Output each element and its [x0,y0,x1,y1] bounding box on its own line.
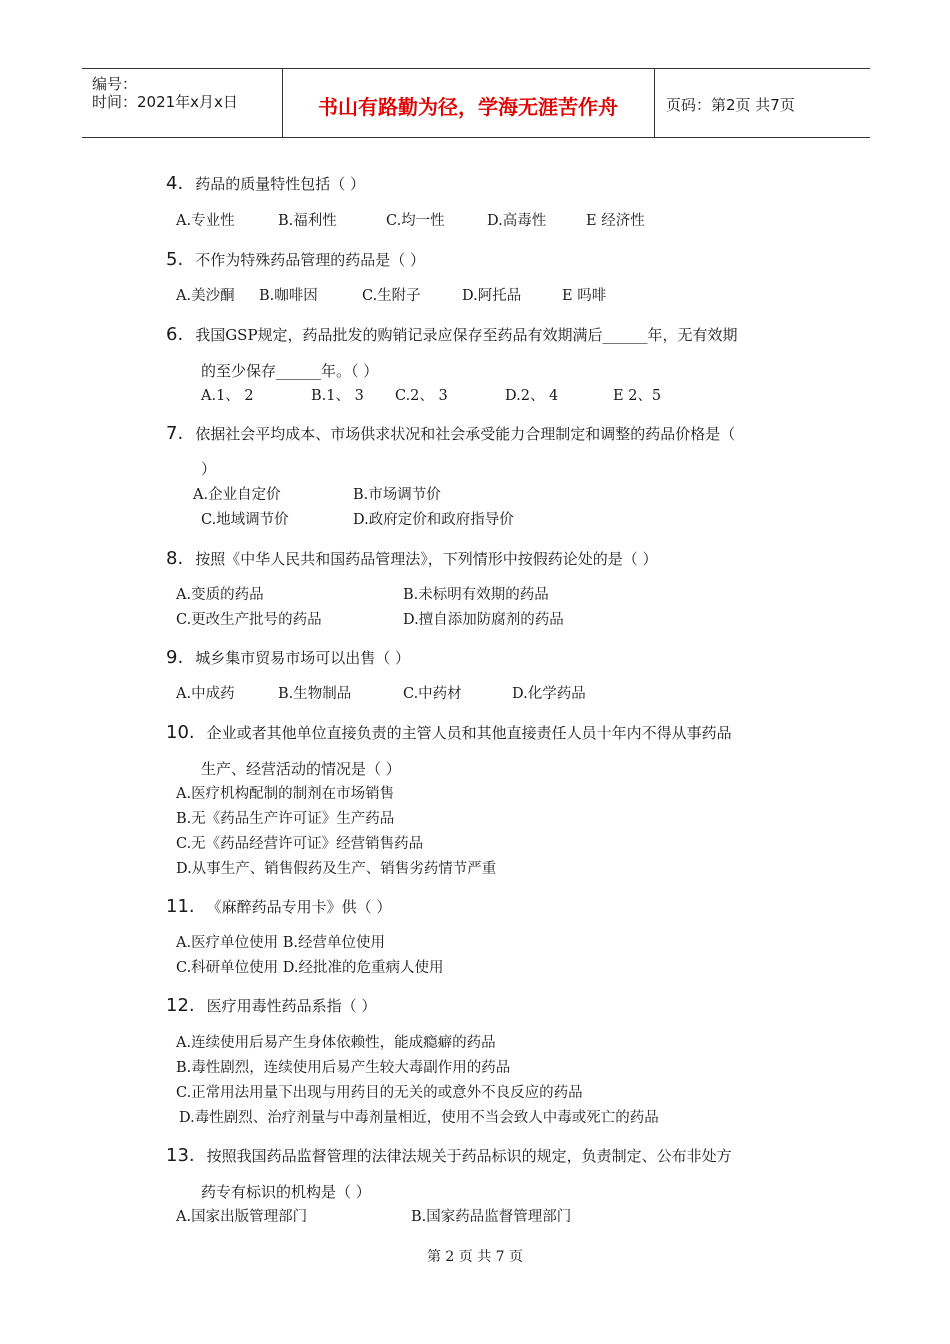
question-text: 城乡集市贸易市场可以出售（ ） [195,649,410,667]
option: B.1、 3 [311,388,364,404]
page-info: 页码：第2页 共7页 [666,96,795,114]
question-9 [166,648,410,668]
question-13 [166,1146,732,1166]
motto: 书山有路勤为径，学海无涯苦作舟 [318,95,618,119]
option: D.2、 4 [505,388,559,404]
question-number: 11. [166,896,195,917]
question-10 [166,723,732,743]
option: B.咖啡因 [259,288,318,304]
question-text-continued: 药专有标识的机构是（ ） [201,1183,371,1201]
option: A.连续使用后易产生身体依赖性，能成瘾癖的药品 [176,1035,496,1051]
option: C.更改生产批号的药品 [176,612,322,628]
question-number: 12. [166,995,195,1016]
option: B.福利性 [278,213,337,229]
option: E 2、5 [613,388,662,404]
question-text: 不作为特殊药品管理的药品是（ ） [195,251,425,269]
question-7 [166,424,735,444]
option: A.国家出版管理部门 [176,1209,308,1225]
header-meta-cell [82,69,283,137]
question-text: 我国GSP规定，药品批发的购销记录应保存至药品有效期满后______年，无有效期 [195,326,738,344]
header-page-cell [654,69,870,137]
question-number: 13. [166,1145,195,1166]
question-text: 企业或者其他单位直接负责的主管人员和其他直接责任人员十年内不得从事药品 [206,724,732,742]
page-header [82,68,870,138]
option: A.变质的药品 [176,587,264,603]
serial-label: 编号： [92,75,138,93]
option: C.2、 3 [395,388,448,404]
option: B.国家药品监督管理部门 [411,1209,572,1225]
option: C.无《药品经营许可证》经营销售药品 [176,836,424,852]
option: D.阿托品 [462,288,522,304]
question-8 [166,549,657,569]
question-4 [166,174,365,194]
question-number: 7. [166,423,184,444]
question-11 [166,897,391,917]
option: C.均一性 [386,213,445,229]
page-footer: 第 2 页 共 7 页 [426,1249,524,1265]
question-text: 依据社会平均成本、市场供求状况和社会承受能力合理制定和调整的药品价格是（ [195,425,736,443]
option: C.中药材 [403,686,462,702]
option: B.毒性剧烈，连续使用后易产生较大毒副作用的药品 [176,1060,511,1076]
option: C.地域调节价 [201,512,289,528]
question-number: 5. [166,249,184,270]
question-6 [166,325,738,345]
question-text: 《麻醉药品专用卡》供（ ） [206,898,392,916]
option: C.生附子 [362,288,421,304]
question-text: 医疗用毒性药品系指（ ） [206,997,377,1015]
option: A.1、 2 [201,388,254,404]
question-number: 10. [166,722,195,743]
question-number: 9. [166,647,184,668]
option: C.正常用法用量下出现与用药目的无关的或意外不良反应的药品 [176,1085,583,1101]
option: E 吗啡 [562,288,607,304]
option: D.政府定价和政府指导价 [353,512,514,528]
option: A.医疗单位使用 B.经营单位使用 [176,935,385,951]
question-text-continued: 生产、经营活动的情况是（ ） [201,760,401,778]
question-5 [166,250,425,270]
question-12 [166,996,376,1016]
question-number: 8. [166,548,184,569]
question-number: 4. [166,173,184,194]
time-label: 时间：2021年x月x日 [92,93,238,111]
question-number: 6. [166,324,184,345]
option: A.专业性 [176,213,235,229]
question-text-continued: 的至少保存______年。（ ） [201,362,379,380]
option: B.市场调节价 [353,487,441,503]
question-text: 按照我国药品监督管理的法律法规关于药品标识的规定，负责制定、公布非处方 [206,1147,732,1165]
option: C.科研单位使用 D.经批准的危重病人使用 [176,960,444,976]
option: B.未标明有效期的药品 [403,587,549,603]
option: E 经济性 [586,213,645,229]
header-motto-cell [282,69,655,137]
option: A.中成药 [176,686,235,702]
question-text: 药品的质量特性包括（ ） [195,175,365,193]
option: D.高毒性 [487,213,547,229]
option: A.医疗机构配制的制剂在市场销售 [176,786,395,802]
option: A.美沙酮 [176,288,235,304]
option: D.化学药品 [512,686,586,702]
question-text-continued: ） [201,460,217,478]
option: D.毒性剧烈、治疗剂量与中毒剂量相近，使用不当会致人中毒或死亡的药品 [179,1110,659,1126]
option: A.企业自定价 [193,487,281,503]
option: D.从事生产、销售假药及生产、销售劣药情节严重 [176,861,497,877]
question-text: 按照《中华人民共和国药品管理法》，下列情形中按假药论处的是（ ） [195,550,658,568]
option: B.无《药品生产许可证》生产药品 [176,811,395,827]
option: D.擅自添加防腐剂的药品 [403,612,564,628]
option: B.生物制品 [278,686,352,702]
